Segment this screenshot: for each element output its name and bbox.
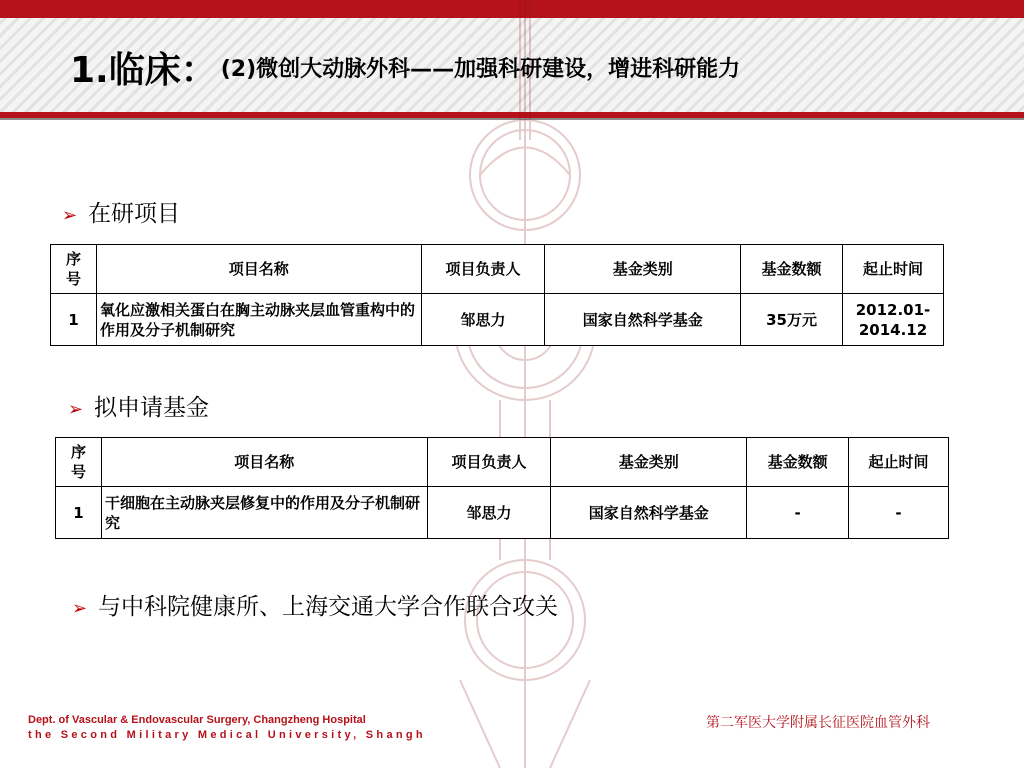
header-cell-index: 序号 (51, 245, 97, 294)
planned-funds-table (55, 437, 949, 539)
arrow-right-bullet-icon: ➢ (72, 598, 88, 619)
section-heading-planned (68, 389, 209, 422)
cell-project-name: 氧化应激相关蛋白在胸主动脉夹层血管重构中的作用及分子机制研究 (96, 294, 421, 346)
arrow-right-bullet-icon: ➢ (68, 399, 84, 420)
header-cell-amount: 基金数额 (747, 438, 849, 487)
header-cell-fund-type: 基金类别 (551, 438, 747, 487)
section-heading-label: 在研项目 (88, 201, 180, 227)
footer-institution-chinese: 第二军医大学附属长征医院血管外科 (706, 715, 930, 731)
cell-fund-type: 国家自然科学基金 (545, 294, 741, 346)
table-header-row (51, 245, 944, 294)
hospital-emblem-watermark (440, 0, 610, 768)
header-cell-period: 起止时间 (843, 245, 944, 294)
section-heading-label: 与中科院健康所、上海交通大学合作联合攻关 (98, 594, 558, 620)
title-sub: (2)微创大动脉外科——加强科研建设，增进科研能力 (220, 57, 741, 82)
cell-fund-type: 国家自然科学基金 (551, 487, 747, 539)
table-row (51, 294, 944, 346)
cell-index: 1 (56, 487, 102, 539)
ongoing-projects-table (50, 244, 944, 346)
header-cell-name: 项目名称 (101, 438, 427, 487)
table-row (56, 487, 949, 539)
header-cell-lead: 项目负责人 (421, 245, 545, 294)
header-cell-amount: 基金数额 (741, 245, 843, 294)
title-main: 1.临床： (70, 50, 217, 91)
cell-project-name: 干细胞在主动脉夹层修复中的作用及分子机制研究 (101, 487, 427, 539)
footer-line-1: Dept. of Vascular & Endovascular Surgery, Changzheng Hospital (28, 714, 366, 726)
header-cell-index: 序号 (56, 438, 102, 487)
cell-index: 1 (51, 294, 97, 346)
footer-line-2: the Second Military Medical University, Shangh (28, 729, 426, 741)
arrow-right-bullet-icon: ➢ (62, 205, 78, 226)
cell-period: 2012.01-2014.12 (843, 294, 944, 346)
cell-period: - (849, 487, 949, 539)
header-cell-name: 项目名称 (96, 245, 421, 294)
cell-lead: 邹思力 (421, 294, 545, 346)
section-heading-collaboration (72, 588, 558, 621)
section-heading-label: 拟申请基金 (94, 395, 209, 421)
page-title (70, 42, 740, 93)
header-cell-period: 起止时间 (849, 438, 949, 487)
cell-amount: - (747, 487, 849, 539)
table-header-row (56, 438, 949, 487)
section-heading-ongoing (62, 195, 180, 228)
footer-institution-english (28, 713, 426, 743)
header-cell-fund-type: 基金类别 (545, 245, 741, 294)
cell-amount: 35万元 (741, 294, 843, 346)
header-cell-lead: 项目负责人 (427, 438, 551, 487)
cell-lead: 邹思力 (427, 487, 551, 539)
